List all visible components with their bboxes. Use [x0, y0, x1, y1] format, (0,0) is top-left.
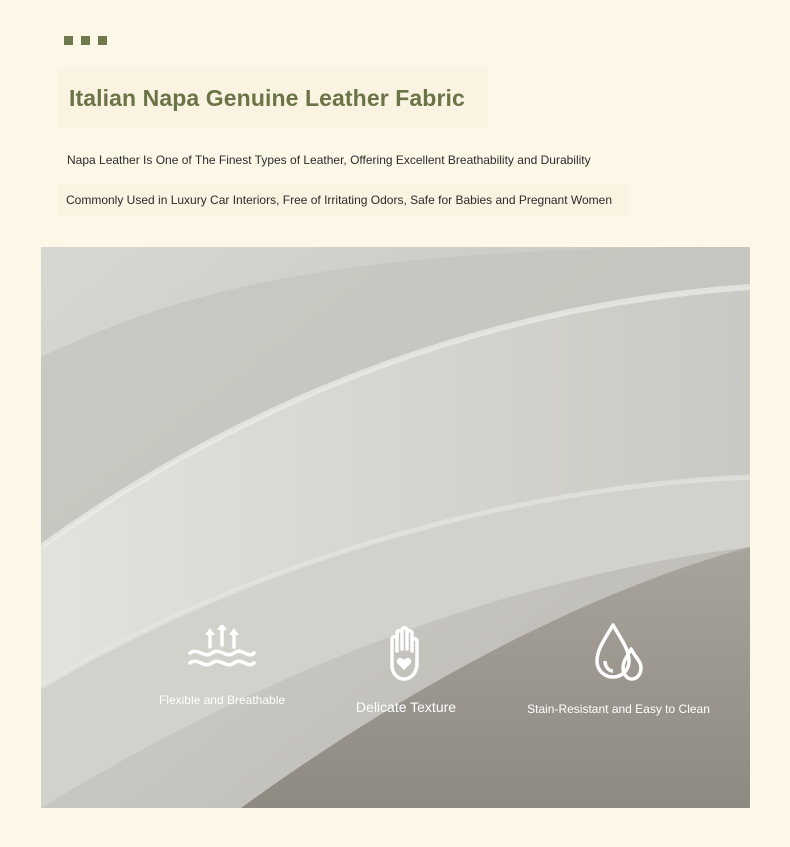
page-title: Italian Napa Genuine Leather Fabric: [69, 84, 465, 111]
dot: [64, 36, 73, 45]
feature-texture: [346, 625, 466, 715]
hand-heart-icon: [383, 625, 429, 683]
breathable-waves-arrows-icon: [186, 625, 258, 675]
feature-stain-resistant: [521, 623, 716, 716]
decorative-dots: [64, 36, 107, 45]
dot: [98, 36, 107, 45]
feature-label: Flexible and Breathable: [158, 693, 286, 707]
description-line-1: Napa Leather Is One of The Finest Types of Leather, Offering Excellent Breathability and Durability: [67, 153, 591, 167]
description-line-2: Commonly Used in Luxury Car Interiors, Free of Irritating Odors, Safe for Babies and Pregnant Women: [66, 193, 613, 207]
leather-photo: [41, 247, 750, 808]
leather-folds-illustration: [41, 247, 750, 808]
feature-flexible: [157, 625, 287, 707]
feature-label: Stain-Resistant and Easy to Clean: [527, 702, 710, 716]
dot: [81, 36, 90, 45]
feature-label: Delicate Texture: [355, 699, 457, 715]
title-banner: [58, 68, 488, 128]
water-drops-icon: [593, 623, 645, 683]
